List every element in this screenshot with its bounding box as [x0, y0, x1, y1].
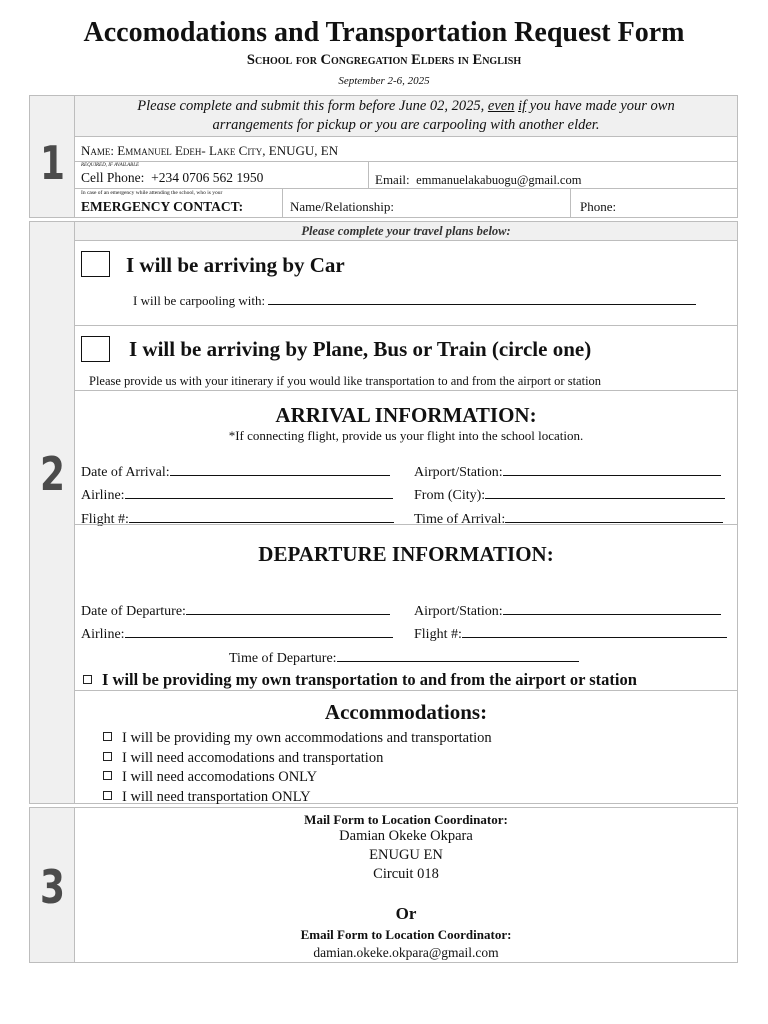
emergency-divider-2 [570, 189, 571, 217]
section-1-number-column [30, 96, 75, 217]
coordinator-name: Damian Okeke Okpara [339, 828, 473, 844]
instructions-if: if [518, 98, 527, 114]
coordinator-location: ENUGU EN [369, 847, 443, 863]
accommodation-option-label: I will need accomodations and transportation [122, 749, 384, 766]
arrival-airport-label: Airport/Station: [414, 465, 503, 480]
cell-phone-label: Cell Phone: [81, 170, 145, 185]
accommodations-heading: Accommodations: [324, 700, 488, 724]
accommodations-box [75, 690, 737, 803]
carpool-input[interactable] [268, 293, 696, 305]
name-relationship-label: Name/Relationship: [290, 199, 394, 214]
section-1-number: 1 [40, 136, 65, 190]
departure-heading: DEPARTURE INFORMATION: [258, 542, 554, 566]
school-dates: September 2-6, 2025 [338, 75, 430, 87]
arrival-airport-input[interactable] [503, 464, 721, 476]
car-option-box [75, 240, 737, 325]
accommodation-option-label: I will be providing my own accommodations and transportation [122, 730, 492, 746]
emergency-divider-1 [282, 189, 283, 217]
name-row [75, 136, 737, 161]
instructions-line2: arrangements for pickup or you are carpooling with another elder. [212, 117, 600, 133]
email-label: Email: [375, 172, 410, 187]
email-heading: Email Form to Location Coordinator: [300, 927, 512, 942]
arrival-date-input[interactable] [170, 464, 390, 476]
carpool-label: I will be carpooling with: [133, 293, 266, 308]
departure-time-label: Time of Departure: [229, 651, 337, 666]
required-note: REQUIRED, IF AVAILABLE [81, 163, 140, 168]
accommodation-option-checkbox[interactable] [103, 732, 112, 741]
cell-phone-value[interactable]: +234 0706 562 1950 [151, 170, 264, 185]
departure-date-label: Date of Departure: [81, 604, 186, 619]
section-2-travel [29, 221, 738, 804]
mail-heading: Mail Form to Location Coordinator: [304, 812, 508, 827]
departure-date-input[interactable] [186, 603, 390, 615]
own-transport-checkbox[interactable] [83, 675, 92, 684]
accommodation-option-checkbox[interactable] [103, 752, 112, 761]
section-2-number: 2 [40, 447, 65, 501]
phone-email-divider [368, 162, 369, 188]
emergency-phone-label: Phone: [580, 199, 617, 214]
departure-airline-label: Airline: [81, 627, 125, 642]
phone-email-row [75, 161, 737, 188]
emergency-note: In case of an emergency while attending the school, who is your [81, 190, 223, 196]
departure-airport-input[interactable] [503, 603, 721, 615]
accommodation-option-label: I will need accomodations ONLY [122, 769, 318, 785]
plane-option-label: I will be arriving by Plane, Bus or Train (circle one) [129, 337, 592, 361]
coordinator-circuit: Circuit 018 [373, 866, 439, 882]
section-3-number-column [30, 808, 75, 962]
plane-option-box [75, 325, 737, 390]
coordinator-email-link[interactable]: damian.okeke.okpara@gmail.com [313, 945, 499, 960]
departure-flight-input[interactable] [462, 626, 727, 638]
emergency-row [75, 188, 737, 217]
accommodations-options [103, 729, 492, 807]
accommodation-option [103, 768, 492, 788]
instructions-box [75, 96, 737, 136]
arrival-note: *If connecting flight, provide us your flight into the school location. [228, 428, 584, 443]
car-option-label: I will be arriving by Car [126, 253, 345, 277]
name-value[interactable]: Emmanuel Edeh- Lake City, ENUGU, EN [117, 143, 339, 158]
departure-box [75, 524, 737, 690]
arrival-time-label: Time of Arrival: [414, 512, 506, 527]
arrival-flight-input[interactable] [129, 511, 394, 523]
instructions-even: even [487, 98, 515, 114]
arrival-from-city-label: From (City): [414, 488, 486, 503]
departure-flight-label: Flight #: [414, 627, 462, 642]
arrival-time-input[interactable] [505, 511, 723, 523]
arrival-box [75, 390, 737, 527]
accommodation-option [103, 788, 492, 808]
accommodation-option [103, 749, 492, 769]
arrival-heading: ARRIVAL INFORMATION: [275, 403, 537, 427]
arrival-flight-label: Flight #: [81, 512, 129, 527]
section-2-number-column [30, 222, 75, 803]
car-option-checkbox[interactable] [81, 251, 110, 277]
name-label: Name: [81, 143, 118, 158]
arrival-airline-input[interactable] [125, 487, 393, 499]
arrival-airline-label: Airline: [81, 488, 125, 503]
form-subtitle: School for Congregation Elders in English [246, 52, 522, 68]
form-header [0, 16, 768, 88]
accommodation-option [103, 729, 492, 749]
itinerary-note: Please provide us with your itinerary if you would like transportation to and from the airport or station [89, 374, 602, 388]
accommodation-option-checkbox[interactable] [103, 771, 112, 780]
section-1-contact [29, 95, 738, 218]
accommodation-option-checkbox[interactable] [103, 791, 112, 800]
section-3-submission [29, 807, 738, 963]
arrival-date-label: Date of Arrival: [81, 465, 170, 480]
email-value[interactable]: emmanuelakabuogu@gmail.com [416, 173, 582, 187]
instructions-line1-pre: Please complete and submit this form before June 02, 2025, [137, 98, 488, 114]
plane-option-checkbox[interactable] [81, 336, 110, 362]
section-3-number: 3 [40, 860, 65, 914]
departure-time-input[interactable] [337, 650, 579, 662]
emergency-contact-label: EMERGENCY CONTACT: [81, 199, 244, 214]
own-transport-label: I will be providing my own transportation to and from the airport or station [102, 670, 637, 689]
travel-plans-header: Please complete your travel plans below: [75, 222, 737, 240]
form-title: Accomodations and Transportation Request Form [83, 17, 685, 48]
instructions [75, 96, 737, 135]
or-divider: Or [395, 904, 417, 923]
departure-airline-input[interactable] [125, 626, 393, 638]
departure-airport-label: Airport/Station: [414, 604, 503, 619]
own-transport-option [83, 670, 637, 690]
instructions-line1-post: you have made your own [526, 98, 675, 114]
accommodation-option-label: I will need transportation ONLY [122, 788, 311, 805]
arrival-from-city-input[interactable] [485, 487, 725, 499]
